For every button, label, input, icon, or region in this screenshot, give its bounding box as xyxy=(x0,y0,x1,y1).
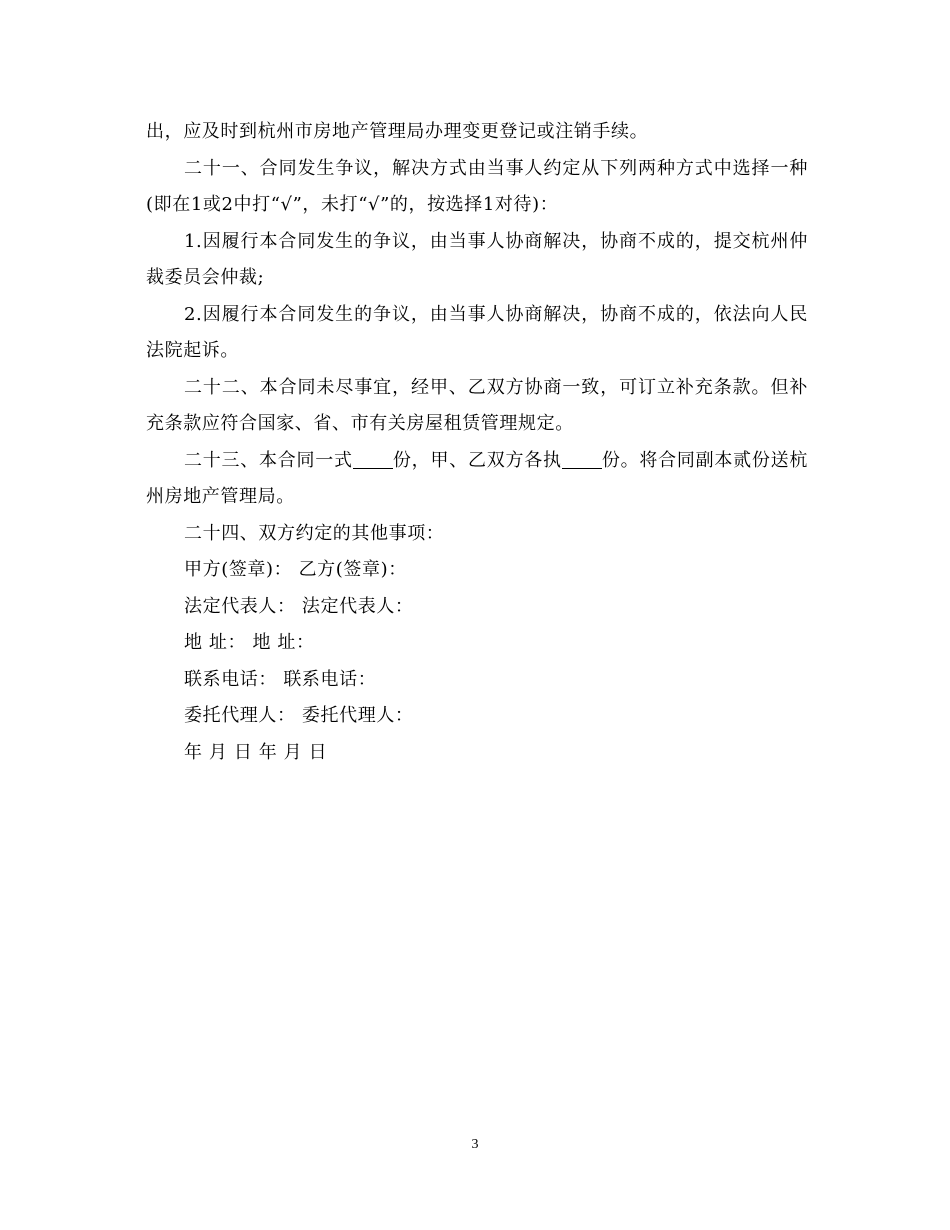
signature-line-date: 年 月 日 年 月 日 xyxy=(184,741,328,763)
paragraph-continuation: 出，应及时到杭州市房地产管理局办理变更登记或注销手续。 xyxy=(146,121,649,142)
clause-23-part-3: 份。将合同副本贰份送杭州房地产管理局。 xyxy=(146,449,808,507)
clause-23-part-1: 二十三、本合同一式 xyxy=(184,449,353,471)
paragraph-clause-23 xyxy=(146,443,808,516)
page-number: 3 xyxy=(471,1137,479,1152)
paragraph-clause-22: 二十二、本合同未尽事宜，经甲、乙双方协商一致，可订立补充条款。但补充条款应符合国家、省、市有关房屋租赁管理规定。 xyxy=(146,376,808,434)
paragraph-clause-21-option-1: 1.因履行本合同发生的争议，由当事人协商解决，协商不成的，提交杭州仲裁委员会仲裁; xyxy=(146,230,808,288)
signature-line-address: 地 址： 地 址： xyxy=(184,632,315,653)
clause-23-part-2: 份，甲、乙双方各执 xyxy=(392,449,562,471)
signature-line-phone: 联系电话： 联系电话： xyxy=(184,668,377,690)
copies-total-blank xyxy=(353,450,393,469)
signature-line-legal-rep: 法定代表人： 法定代表人： xyxy=(184,595,414,617)
paragraph-clause-21-option-2: 2.因履行本合同发生的争议，由当事人协商解决，协商不成的，依法向人民法院起诉。 xyxy=(146,303,808,361)
document-body xyxy=(146,114,808,771)
copies-each-blank xyxy=(562,450,602,469)
paragraph-clause-21: 二十一、合同发生争议，解决方式由当事人约定从下列两种方式中选择一种(即在1或2中打“√”，未打“√”的，按选择1对待)： xyxy=(146,157,808,215)
paragraph-clause-24: 二十四、双方约定的其他事项： xyxy=(184,522,445,544)
signature-line-seal: 甲方(签章)： 乙方(签章)： xyxy=(184,559,407,580)
signature-line-agent: 委托代理人： 委托代理人： xyxy=(184,705,414,726)
